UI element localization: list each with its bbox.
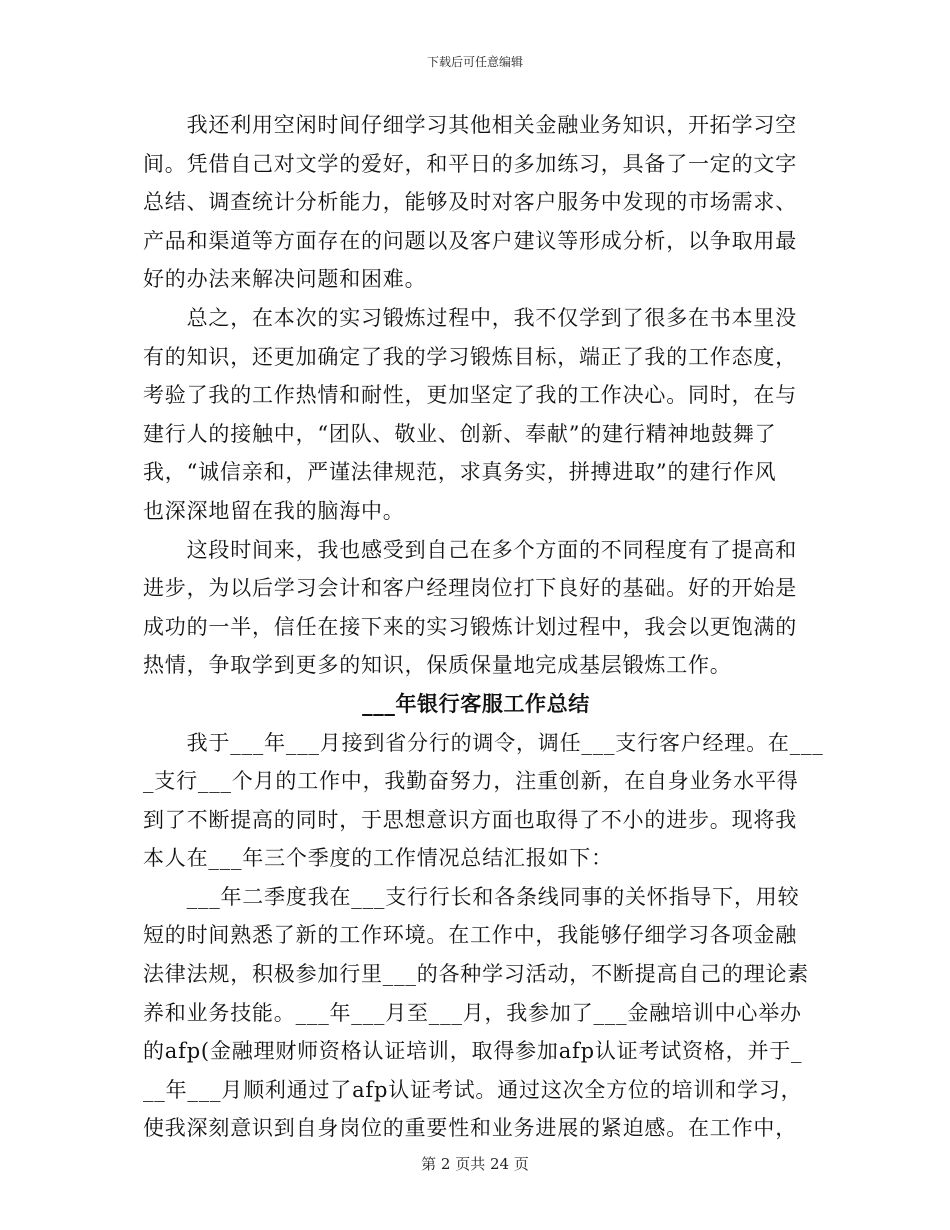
paragraph-line: 我于___年___月接到省分行的调令，调任___支行客户经理。在___ xyxy=(143,730,824,755)
paragraph-line: 热情，争取学到更多的知识，保质保量地完成基层锻炼工作。 xyxy=(143,653,732,678)
paragraph-line: 我，“诚信亲和，严谨法律规范，求真务实，拼搏进取”的建行作风 xyxy=(143,460,777,485)
paragraph-line: _支行___个月的工作中，我勤奋努力，注重创新，在自身业务水平得 xyxy=(143,769,799,794)
paragraph-line: 我还利用空闲时间仔细学习其他相关金融业务知识，开拓学习空 xyxy=(143,113,797,137)
paragraph-line: 建行人的接触中，“团队、敬业、创新、奉献”的建行精神地鼓舞了 xyxy=(143,421,777,446)
paragraph-line: 有的知识，还更加确定了我的学习锻炼目标，端正了我的工作态度， xyxy=(143,344,797,369)
paragraph-line: __年___月顺利通过了afp认证考试。通过这次全方位的培训和学习， xyxy=(143,1077,803,1102)
paragraph-line: 成功的一半，信任在接下来的实习锻炼计划过程中，我会以更饱满的 xyxy=(143,614,797,639)
paragraph-line: 好的办法来解决问题和困难。 xyxy=(143,267,427,292)
paragraph-line: 使我深刻意识到自身岗位的重要性和业务进展的紧迫感。在工作中， xyxy=(143,1116,797,1141)
paragraph-line: 养和业务技能。___年___月至___月，我参加了___金融培训中心举办 xyxy=(143,1000,802,1025)
paragraph-line: 本人在___年三个季度的工作情况总结汇报如下： xyxy=(143,846,613,871)
paragraph-line: 到了不断提高的同时，于思想意识方面也取得了不小的进步。现将我 xyxy=(143,807,797,832)
paragraph-line: 考验了我的工作热情和耐性，更加坚定了我的工作决心。同时，在与 xyxy=(143,383,797,408)
section-title: ___年银行客服工作总结 xyxy=(362,690,590,716)
paragraph-line: 这段时间来，我也感受到自己在多个方面的不同程度有了提高和 xyxy=(143,537,797,562)
page-header: 下载后可任意编辑 xyxy=(426,55,523,69)
paragraph-line: 进步，为以后学习会计和客户经理岗位打下良好的基础。好的开始是 xyxy=(143,576,797,601)
paragraph-line: 也深深地留在我的脑海中。 xyxy=(143,498,405,523)
paragraph-line: 总结、调查统计分析能力，能够及时对客户服务中发现的市场需求、 xyxy=(143,190,797,215)
paragraph-line: 间。凭借自己对文学的爱好，和平日的多加练习，具备了一定的文字 xyxy=(143,151,797,176)
paragraph-line: 的afp(金融理财师资格认证培训，取得参加afp认证考试资格，并于_ xyxy=(143,1039,803,1064)
paragraph-line: 法律法规，积极参加行里___的各种学习活动，不断提高自己的理论素 xyxy=(143,962,810,987)
document-body xyxy=(143,106,824,1148)
paragraph-line: 短的时间熟悉了新的工作环境。在工作中，我能够仔细学习各项金融 xyxy=(143,923,797,948)
page-footer: 第 2 页共 24 页 xyxy=(421,1155,529,1173)
paragraph-line: 产品和渠道等方面存在的问题以及客户建议等形成分析，以争取用最 xyxy=(143,228,797,253)
paragraph-line: ___年二季度我在___支行行长和各条线同事的关怀指导下，用较 xyxy=(143,884,800,909)
paragraph-line: 总之，在本次的实习锻炼过程中，我不仅学到了很多在书本里没 xyxy=(143,305,797,330)
